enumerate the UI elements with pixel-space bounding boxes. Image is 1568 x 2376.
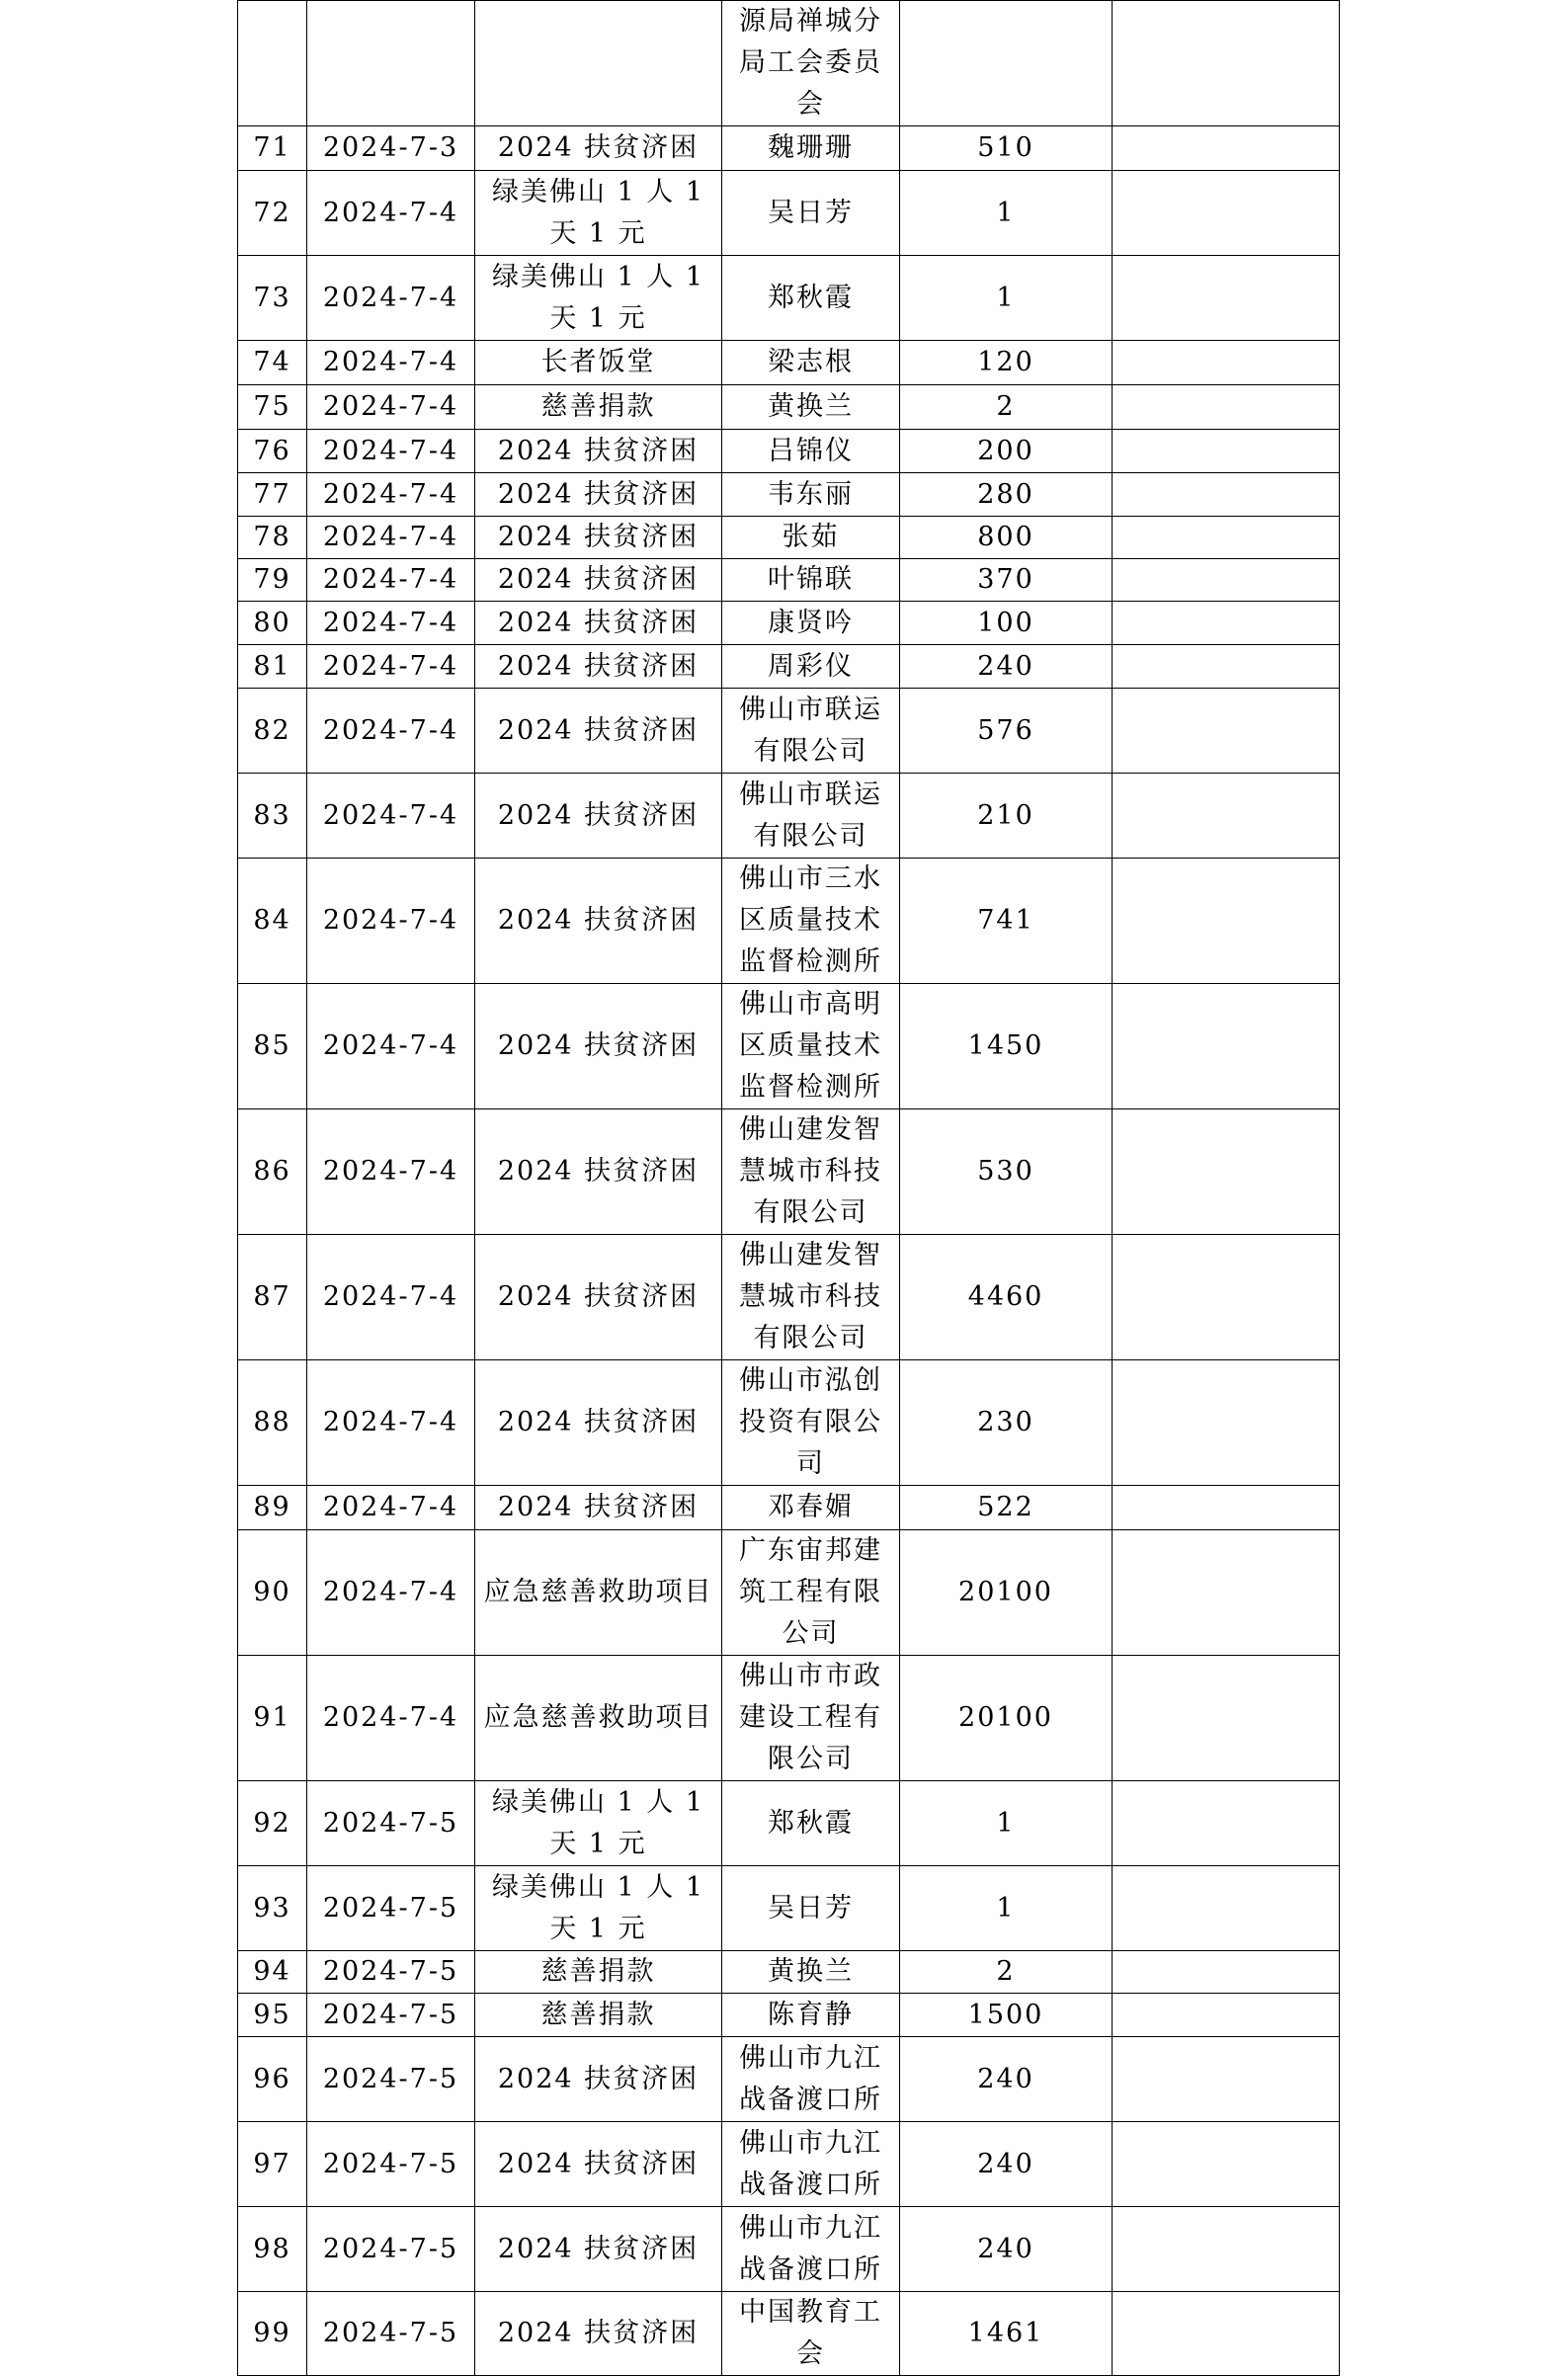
table-row (238, 1994, 1340, 2037)
cell-date: 2024-7-5 (307, 2292, 475, 2376)
cell-project: 长者饭堂 (475, 341, 722, 385)
table-row (238, 559, 1340, 602)
cell-note (1113, 1781, 1340, 1866)
cell-amount: 2 (900, 385, 1113, 430)
cell-date: 2024-7-4 (307, 559, 475, 602)
cell-donor: 佛山市高明区质量技术监督检测所 (722, 984, 900, 1109)
cell-note (1113, 430, 1340, 473)
cell-date: 2024-7-4 (307, 774, 475, 859)
table-row (238, 385, 1340, 430)
cell-number: 82 (238, 689, 307, 774)
cell-number: 96 (238, 2037, 307, 2122)
cell-note (1113, 171, 1340, 256)
table-row (238, 1951, 1340, 1994)
table-row (238, 2292, 1340, 2376)
cell-amount: 120 (900, 341, 1113, 385)
cell-donor: 康贤吟 (722, 602, 900, 645)
cell-project: 2024 扶贫济困 (475, 517, 722, 559)
cell-number: 94 (238, 1951, 307, 1994)
cell-donor: 佛山市九江战备渡口所 (722, 2037, 900, 2122)
cell-donor: 黄换兰 (722, 1951, 900, 1994)
cell-project: 2024 扶贫济困 (475, 2207, 722, 2292)
cell-date: 2024-7-4 (307, 171, 475, 256)
cell-project: 2024 扶贫济困 (475, 984, 722, 1109)
cell-amount: 240 (900, 2037, 1113, 2122)
cell-number: 85 (238, 984, 307, 1109)
table-row (238, 430, 1340, 473)
cell-project: 绿美佛山 1 人 1 天 1 元 (475, 1781, 722, 1866)
cell-amount: 210 (900, 774, 1113, 859)
cell-date: 2024-7-4 (307, 602, 475, 645)
cell-number: 83 (238, 774, 307, 859)
cell-amount: 576 (900, 689, 1113, 774)
cell-note (1113, 1235, 1340, 1360)
cell-number: 77 (238, 473, 307, 517)
cell-donor: 源局禅城分局工会委员会 (722, 1, 900, 126)
cell-number: 74 (238, 341, 307, 385)
cell-note (1113, 1994, 1340, 2037)
cell-date: 2024-7-3 (307, 126, 475, 171)
table-row (238, 1109, 1340, 1235)
cell-amount: 1 (900, 1866, 1113, 1951)
cell-note (1113, 774, 1340, 859)
cell-note (1113, 559, 1340, 602)
cell-number: 79 (238, 559, 307, 602)
cell-donor: 中国教育工会 (722, 2292, 900, 2376)
table-row (238, 126, 1340, 171)
cell-note (1113, 2037, 1340, 2122)
cell-date: 2024-7-4 (307, 1235, 475, 1360)
cell-donor: 张茹 (722, 517, 900, 559)
cell-donor: 黄换兰 (722, 385, 900, 430)
cell-date: 2024-7-5 (307, 1866, 475, 1951)
cell-note (1113, 984, 1340, 1109)
cell-date: 2024-7-4 (307, 1109, 475, 1235)
cell-number: 80 (238, 602, 307, 645)
cell-project: 2024 扶贫济困 (475, 689, 722, 774)
cell-date: 2024-7-4 (307, 1656, 475, 1781)
cell-amount: 370 (900, 559, 1113, 602)
cell-project: 2024 扶贫济困 (475, 774, 722, 859)
table-row (238, 2037, 1340, 2122)
cell-date: 2024-7-4 (307, 1360, 475, 1486)
cell-project: 2024 扶贫济困 (475, 859, 722, 984)
cell-date: 2024-7-4 (307, 859, 475, 984)
table-row (238, 645, 1340, 689)
cell-project: 2024 扶贫济困 (475, 126, 722, 171)
cell-donor: 佛山市三水区质量技术监督检测所 (722, 859, 900, 984)
cell-number (238, 1, 307, 126)
cell-project: 2024 扶贫济困 (475, 559, 722, 602)
cell-number: 73 (238, 256, 307, 341)
cell-date: 2024-7-4 (307, 473, 475, 517)
table-row (238, 1486, 1340, 1530)
table-row (238, 1360, 1340, 1486)
cell-number: 91 (238, 1656, 307, 1781)
cell-donor: 梁志根 (722, 341, 900, 385)
cell-note (1113, 473, 1340, 517)
cell-donor: 广东宙邦建筑工程有限公司 (722, 1530, 900, 1656)
table-body (238, 1, 1340, 2376)
cell-note (1113, 2207, 1340, 2292)
cell-note (1113, 859, 1340, 984)
table-row (238, 1235, 1340, 1360)
cell-donor: 郑秋霞 (722, 1781, 900, 1866)
cell-donor: 魏珊珊 (722, 126, 900, 171)
cell-note (1113, 1866, 1340, 1951)
cell-project: 2024 扶贫济困 (475, 2037, 722, 2122)
cell-project: 绿美佛山 1 人 1 天 1 元 (475, 256, 722, 341)
table-row (238, 2122, 1340, 2207)
cell-number: 88 (238, 1360, 307, 1486)
cell-amount: 1 (900, 1781, 1113, 1866)
cell-donor: 佛山市九江战备渡口所 (722, 2207, 900, 2292)
cell-project: 2024 扶贫济困 (475, 1109, 722, 1235)
cell-date: 2024-7-4 (307, 341, 475, 385)
cell-number: 98 (238, 2207, 307, 2292)
cell-amount: 1461 (900, 2292, 1113, 2376)
cell-number: 81 (238, 645, 307, 689)
cell-project: 慈善捐款 (475, 1994, 722, 2037)
cell-amount: 240 (900, 2122, 1113, 2207)
cell-amount: 200 (900, 430, 1113, 473)
cell-amount: 100 (900, 602, 1113, 645)
cell-amount: 20100 (900, 1530, 1113, 1656)
cell-date: 2024-7-4 (307, 1486, 475, 1530)
cell-date: 2024-7-5 (307, 2207, 475, 2292)
cell-project: 2024 扶贫济困 (475, 645, 722, 689)
cell-note (1113, 689, 1340, 774)
cell-project: 2024 扶贫济困 (475, 473, 722, 517)
cell-date: 2024-7-4 (307, 645, 475, 689)
cell-amount: 2 (900, 1951, 1113, 1994)
table-row (238, 256, 1340, 341)
cell-number: 76 (238, 430, 307, 473)
cell-note (1113, 1360, 1340, 1486)
cell-number: 99 (238, 2292, 307, 2376)
table-row (238, 774, 1340, 859)
cell-donor: 叶锦联 (722, 559, 900, 602)
cell-amount: 20100 (900, 1656, 1113, 1781)
table-row (238, 1781, 1340, 1866)
table-row (238, 1530, 1340, 1656)
cell-note (1113, 1530, 1340, 1656)
table-row (238, 602, 1340, 645)
table-row (238, 1866, 1340, 1951)
cell-project: 2024 扶贫济困 (475, 1486, 722, 1530)
cell-amount: 240 (900, 2207, 1113, 2292)
cell-donor: 佛山建发智慧城市科技有限公司 (722, 1235, 900, 1360)
cell-note (1113, 385, 1340, 430)
cell-donor: 韦东丽 (722, 473, 900, 517)
cell-donor: 周彩仪 (722, 645, 900, 689)
cell-note (1113, 1486, 1340, 1530)
cell-amount: 1450 (900, 984, 1113, 1109)
table-row (238, 859, 1340, 984)
cell-note (1113, 256, 1340, 341)
cell-donor: 佛山市市政建设工程有限公司 (722, 1656, 900, 1781)
cell-donor: 陈育静 (722, 1994, 900, 2037)
cell-date: 2024-7-4 (307, 984, 475, 1109)
cell-project: 2024 扶贫济困 (475, 2292, 722, 2376)
cell-amount: 1 (900, 256, 1113, 341)
cell-amount: 1 (900, 171, 1113, 256)
table-row (238, 473, 1340, 517)
cell-note (1113, 2122, 1340, 2207)
cell-date: 2024-7-5 (307, 1781, 475, 1866)
donation-table (237, 0, 1340, 2376)
cell-amount (900, 1, 1113, 126)
cell-donor: 佛山市联运有限公司 (722, 689, 900, 774)
cell-project: 2024 扶贫济困 (475, 1235, 722, 1360)
cell-project: 应急慈善救助项目 (475, 1656, 722, 1781)
cell-note (1113, 1, 1340, 126)
cell-number: 93 (238, 1866, 307, 1951)
cell-amount: 800 (900, 517, 1113, 559)
table-row (238, 689, 1340, 774)
cell-date: 2024-7-4 (307, 1530, 475, 1656)
cell-note (1113, 1109, 1340, 1235)
cell-date: 2024-7-5 (307, 2122, 475, 2207)
table-row (238, 517, 1340, 559)
cell-number: 92 (238, 1781, 307, 1866)
cell-date: 2024-7-5 (307, 2037, 475, 2122)
cell-number: 95 (238, 1994, 307, 2037)
cell-donor: 吴日芳 (722, 1866, 900, 1951)
cell-date (307, 1, 475, 126)
cell-note (1113, 126, 1340, 171)
cell-note (1113, 2292, 1340, 2376)
cell-amount: 240 (900, 645, 1113, 689)
cell-amount: 230 (900, 1360, 1113, 1486)
table-row (238, 1, 1340, 126)
cell-number: 90 (238, 1530, 307, 1656)
cell-amount: 280 (900, 473, 1113, 517)
cell-project: 2024 扶贫济困 (475, 602, 722, 645)
cell-note (1113, 645, 1340, 689)
cell-donor: 吴日芳 (722, 171, 900, 256)
cell-donor: 佛山市九江战备渡口所 (722, 2122, 900, 2207)
cell-date: 2024-7-4 (307, 689, 475, 774)
table-row (238, 341, 1340, 385)
cell-number: 89 (238, 1486, 307, 1530)
cell-project: 绿美佛山 1 人 1 天 1 元 (475, 171, 722, 256)
cell-donor: 佛山市联运有限公司 (722, 774, 900, 859)
cell-donor: 佛山市泓创投资有限公司 (722, 1360, 900, 1486)
cell-number: 84 (238, 859, 307, 984)
cell-donor: 郑秋霞 (722, 256, 900, 341)
cell-date: 2024-7-5 (307, 1951, 475, 1994)
cell-amount: 741 (900, 859, 1113, 984)
cell-note (1113, 341, 1340, 385)
cell-donor: 佛山建发智慧城市科技有限公司 (722, 1109, 900, 1235)
cell-donor: 邓春媚 (722, 1486, 900, 1530)
cell-donor: 吕锦仪 (722, 430, 900, 473)
table-row (238, 171, 1340, 256)
cell-date: 2024-7-4 (307, 430, 475, 473)
cell-amount: 4460 (900, 1235, 1113, 1360)
cell-project: 2024 扶贫济困 (475, 2122, 722, 2207)
table-row (238, 984, 1340, 1109)
cell-project: 2024 扶贫济困 (475, 430, 722, 473)
cell-date: 2024-7-4 (307, 385, 475, 430)
cell-amount: 1500 (900, 1994, 1113, 2037)
cell-project: 绿美佛山 1 人 1 天 1 元 (475, 1866, 722, 1951)
cell-amount: 530 (900, 1109, 1113, 1235)
cell-note (1113, 517, 1340, 559)
cell-date: 2024-7-5 (307, 1994, 475, 2037)
cell-project (475, 1, 722, 126)
cell-note (1113, 1951, 1340, 1994)
cell-number: 72 (238, 171, 307, 256)
cell-project: 慈善捐款 (475, 385, 722, 430)
table-row (238, 1656, 1340, 1781)
cell-amount: 522 (900, 1486, 1113, 1530)
cell-number: 87 (238, 1235, 307, 1360)
cell-project: 慈善捐款 (475, 1951, 722, 1994)
cell-number: 86 (238, 1109, 307, 1235)
table-row (238, 2207, 1340, 2292)
cell-number: 75 (238, 385, 307, 430)
cell-date: 2024-7-4 (307, 517, 475, 559)
cell-date: 2024-7-4 (307, 256, 475, 341)
cell-number: 78 (238, 517, 307, 559)
cell-number: 97 (238, 2122, 307, 2207)
cell-note (1113, 1656, 1340, 1781)
cell-project: 应急慈善救助项目 (475, 1530, 722, 1656)
cell-amount: 510 (900, 126, 1113, 171)
cell-note (1113, 602, 1340, 645)
cell-number: 71 (238, 126, 307, 171)
cell-project: 2024 扶贫济困 (475, 1360, 722, 1486)
